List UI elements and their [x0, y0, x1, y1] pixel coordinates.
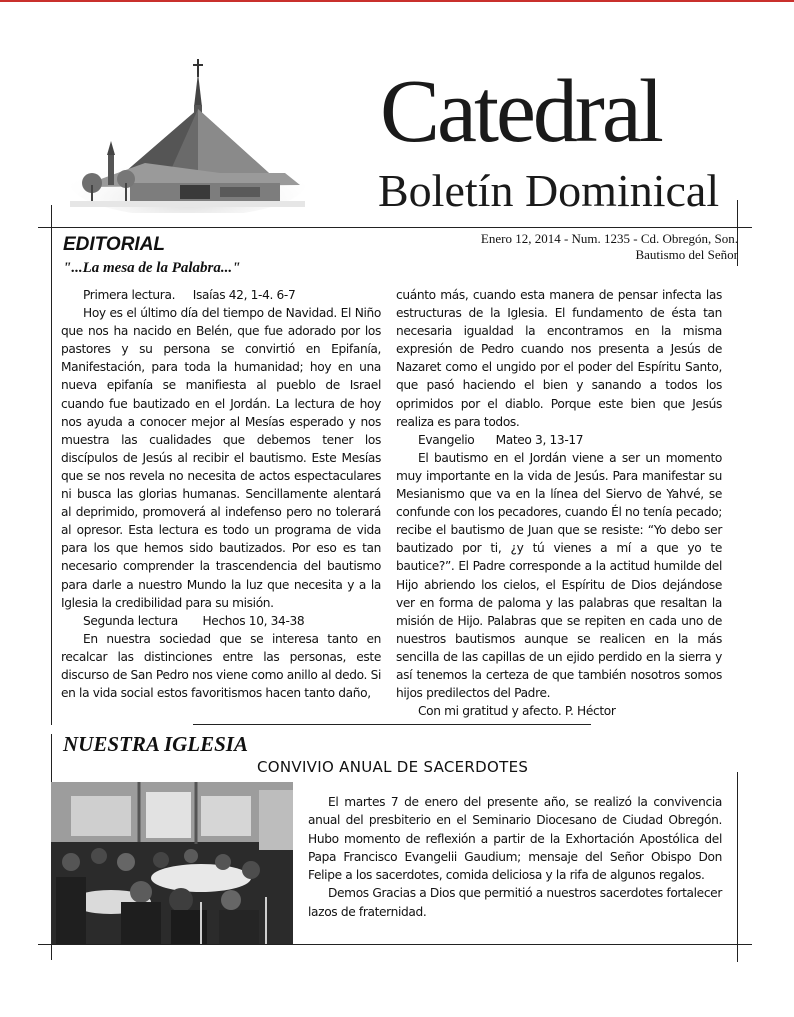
editorial-signature: Con mi gratitud y afecto. P. Héctor	[418, 704, 616, 719]
convivio-photo	[51, 782, 293, 944]
iglesia-heading: NUESTRA IGLESIA	[63, 732, 248, 756]
second-reading-continued: cuánto más, cuando esta manera de pensar infecta las estructuras de la Iglesia. El fundamento de ésta tan necesaria igualdad la encontramos en la misma expresión de Pedro cuando nos presenta a Jesús de Nazaret como el ungido por el poder del Espíritu Santo, que pasó haciendo el bien y sanando a todos los oprimidos por el diablo. Porque este bien que Jesús realiza es para todos.	[396, 288, 722, 429]
editorial-left-column	[61, 286, 381, 702]
gospel-heading: Evangelio Mateo 3, 13-17	[418, 432, 584, 447]
issue-feast-line: Bautismo del Señor	[635, 247, 738, 262]
gospel-text: El bautismo en el Jordán viene a ser un momento muy importante en la vida de Jesús. Para manifestar su Mesianismo que va en la línea del Siervo de Yahvé, se confunde con los pecadores, cuando Él no tenía pecado; recibe el bautismo de Juan que se resiste: “Yo debo ser bautizado por ti, ¿y tú vienes a mí a que yo te bautice?”. El Padre corresponde a la actitud humilde del Hijo abriendo los cielos, el Espíritu de Dios dejándose ver en forma de paloma y las palabras que resaltan la misión de Hijo. Palabras que se repiten en cada uno de nuestros bautismos aunque se realicen en la más sencilla de las capillas de un ejido perdido en la sierra y así tenemos la certeza de que también nosotros somos hijos predilectos del Padre.	[396, 450, 722, 701]
issue-info	[420, 231, 738, 263]
article-paragraph: El martes 7 de enero del presente año, se realizó la convivencia anual del presbiterio en el Seminario Diocesano de Ciudad Obregón. Hubo momento de reflexión a partir de la Exhortación Apostólica del Papa Francisco Evangelii Gaudium; mensaje del Señor Obispo Don Felipe a los sacerdotes, comida deliciosa y la rifa de algunos regalos.	[308, 795, 722, 883]
issue-date-line: Enero 12, 2014 - Num. 1235 - Cd. Obregón, Son.	[480, 231, 738, 246]
masthead-subtitle: Boletín Dominical	[378, 165, 720, 216]
second-reading-text: En nuestra sociedad que se interesa tanto en recalcar las distinciones entre las personas, este discurso de San Pedro nos viene como anillo al dedo. Si en la vida social estos favoritismos hacen tanto daño,	[61, 631, 381, 701]
cathedral-logo	[70, 55, 305, 213]
article-title: CONVIVIO ANUAL DE SACERDOTES	[257, 758, 529, 776]
first-reading-text: Hoy es el último día del tiempo de Navidad. El Niño que nos ha nacido en Belén, que fue adorado por los pastores y su persona se convirtió en Epifanía, Manifestación, para toda la humanidad; hoy en una nueva epifanía se manifiesta al pueblo de Israel cuando fue bautizado en el Jordán. La lectura de hoy nos ayuda a conocer mejor al Mesías esperado y nos muestra las cualidades que debemos tener los discípulos de Jesús al recibir el bautismo. Este Mesías que se nos revela no necesita de actos espectaculares ni busca las glorias humanas. Sencillamente alentará al deprimido, promoverá al indefenso pero no tolerará al opresor. Esta lectura es todo un programa de vida para los que hemos sido bautizados. Por eso es tan necesario comprender la trascendencia del bautismo para darle a nuestro Mundo la luz que necesita y a la Iglesia la credibilidad para su misión.	[61, 306, 381, 610]
editorial-heading: EDITORIAL	[63, 234, 166, 255]
masthead-title: Catedral	[380, 62, 661, 161]
frame-right-bottom	[737, 772, 738, 962]
editorial-right-column	[396, 286, 722, 720]
frame-left-top	[51, 205, 52, 725]
article-body	[308, 793, 722, 921]
editorial-subheading: "...La mesa de la Palabra..."	[63, 260, 241, 276]
header-divider	[38, 227, 752, 228]
article-paragraph: Demos Gracias a Dios que permitió a nuestros sacerdotes fortalecer lazos de fraternidad.	[308, 886, 722, 919]
second-reading-heading: Segunda lectura Hechos 10, 34-38	[83, 613, 305, 628]
top-accent-rule	[0, 0, 794, 2]
footer-divider	[38, 944, 752, 945]
first-reading-heading: Primera lectura. Isaías 42, 1-4. 6-7	[83, 288, 296, 302]
editorial-divider	[193, 724, 591, 725]
